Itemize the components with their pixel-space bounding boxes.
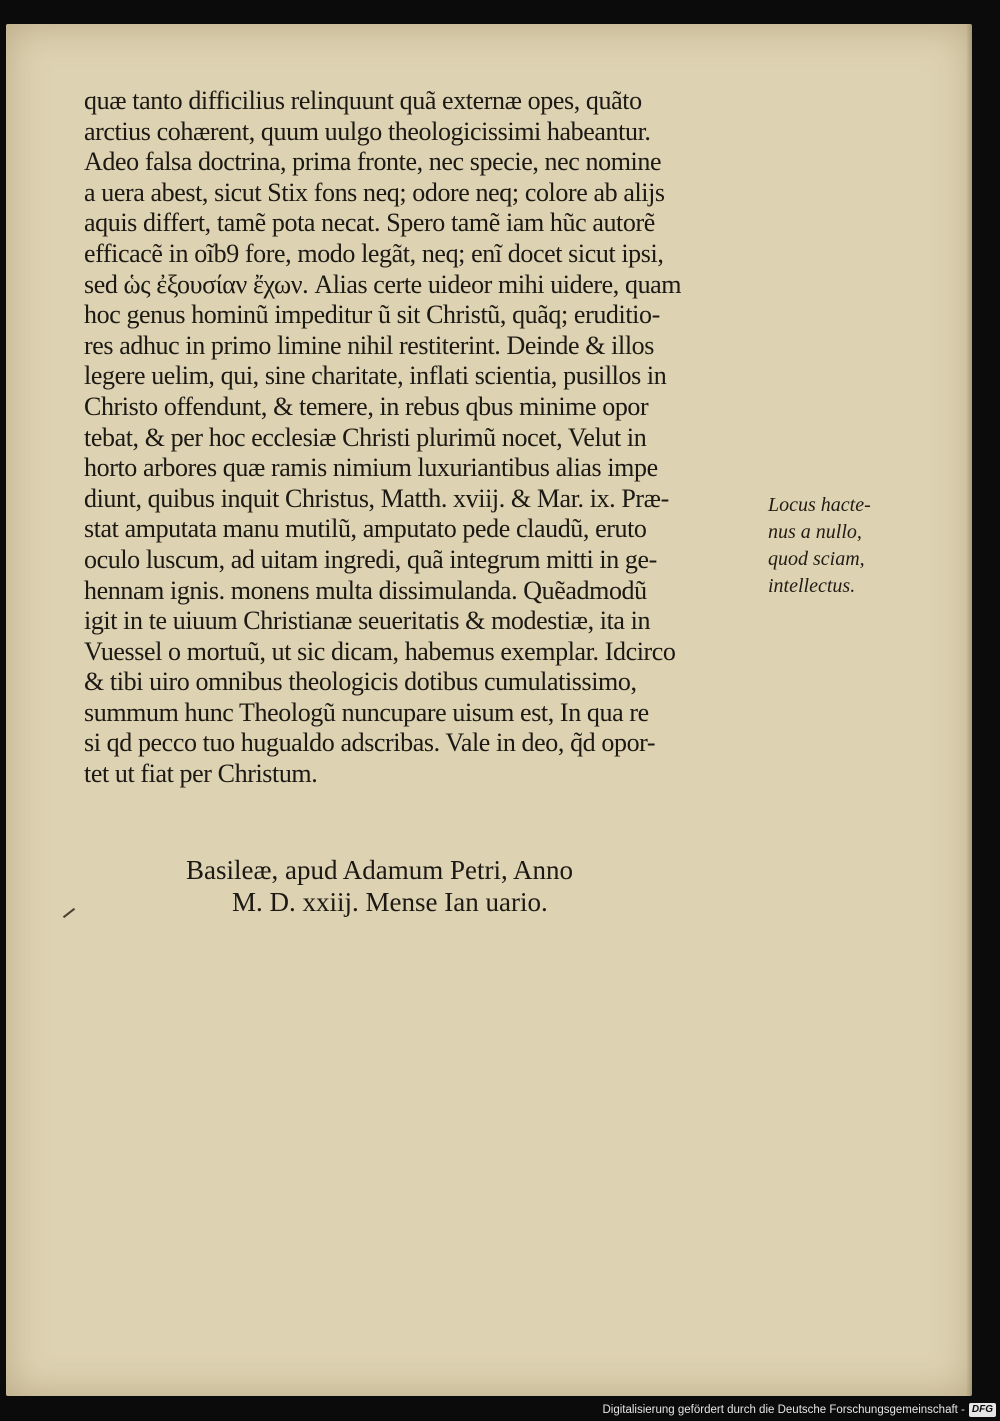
marginal-note-line: nus a nullo, — [768, 521, 862, 543]
marginal-note-line: quod sciam, — [768, 548, 865, 570]
text-line: hennam ignis. monens multa dissimulanda. Quẽadmodũ — [84, 575, 647, 605]
text-line: sed ὡς ἐξουσίαν ἔχων. Alias certe uideor mihi uidere, quam — [84, 269, 682, 299]
text-line: efficacẽ in oĩb9 fore, modo legãt, neq; enĩ docet sicut ipsi, — [84, 238, 664, 268]
text-line: tet ut fiat per Christum. — [84, 759, 318, 789]
text-line: stat amputata manu mutilũ, amputato pede claudũ, eruto — [84, 514, 647, 544]
marginal-note-line: intellectus. — [768, 575, 856, 597]
text-line: oculo luscum, ad uitam ingredi, quã integrum mitti in ge- — [84, 544, 657, 574]
text-line: aquis differt, tamẽ pota necat. Spero tamẽ iam hũc autorẽ — [84, 208, 655, 238]
text-line: hoc genus hominũ impeditur ũ sit Christũ, quãq; eruditio- — [84, 300, 660, 330]
text-line: Adeo falsa doctrina, prima fronte, nec specie, nec nomine — [84, 147, 662, 177]
text-line: arctius cohærent, quum uulgo theologicissimi habeantur. — [84, 116, 651, 146]
text-line: Vuessel o mortuũ, ut sic dicam, habemus exemplar. Idcirco — [84, 636, 676, 666]
pen-mark — [63, 908, 75, 918]
text-line: igit in te uiuum Christianæ seueritatis & modestiæ, ita in — [84, 606, 651, 636]
text-line: res adhuc in primo limine nihil restiterint. Deinde & illos — [84, 330, 654, 360]
colophon-line: M. D. xxiij. Mense Ian uario. — [232, 887, 548, 917]
marginal-note-line: Locus hacte- — [768, 494, 871, 516]
dfg-logo-icon: DFG — [969, 1403, 996, 1417]
text-line: diunt, quibus inquit Christus, Matth. xviij. & Mar. ix. Præ- — [84, 483, 669, 513]
text-line: summum hunc Theologũ nuncupare uisum est, In qua re — [84, 697, 649, 727]
marginal-note — [768, 492, 871, 600]
funding-notice: Digitalisierung gefördert durch die Deutsche Forschungsgemeinschaft - — [602, 1404, 965, 1416]
text-line: a uera abest, sicut Stix fons neq; odore neq; colore ab alijs — [84, 177, 665, 207]
text-line: horto arbores quæ ramis nimium luxuriantibus alias impe — [84, 453, 658, 483]
text-line: & tibi uiro omnibus theologicis dotibus cumulatissimo, — [84, 667, 637, 697]
book-page — [6, 24, 972, 1396]
colophon-line: Basileæ, apud Adamum Petri, Anno — [186, 855, 573, 885]
text-line: Christo offendunt, & temere, in rebus qbus minime opor — [84, 391, 649, 421]
text-line: si qd pecco tuo hugualdo adscribas. Vale in deo, q̃d opor- — [84, 728, 656, 758]
body-text — [84, 86, 784, 790]
text-line: quæ tanto difficilius relinquunt quã externæ opes, quãto — [84, 86, 642, 115]
text-line: legere uelim, qui, sine charitate, inflati scientia, pusillos in — [84, 361, 667, 391]
footer-bar — [602, 1399, 1000, 1421]
colophon — [146, 854, 706, 918]
text-line: tebat, & per hoc ecclesiæ Christi plurimũ nocet, Velut in — [84, 422, 647, 452]
